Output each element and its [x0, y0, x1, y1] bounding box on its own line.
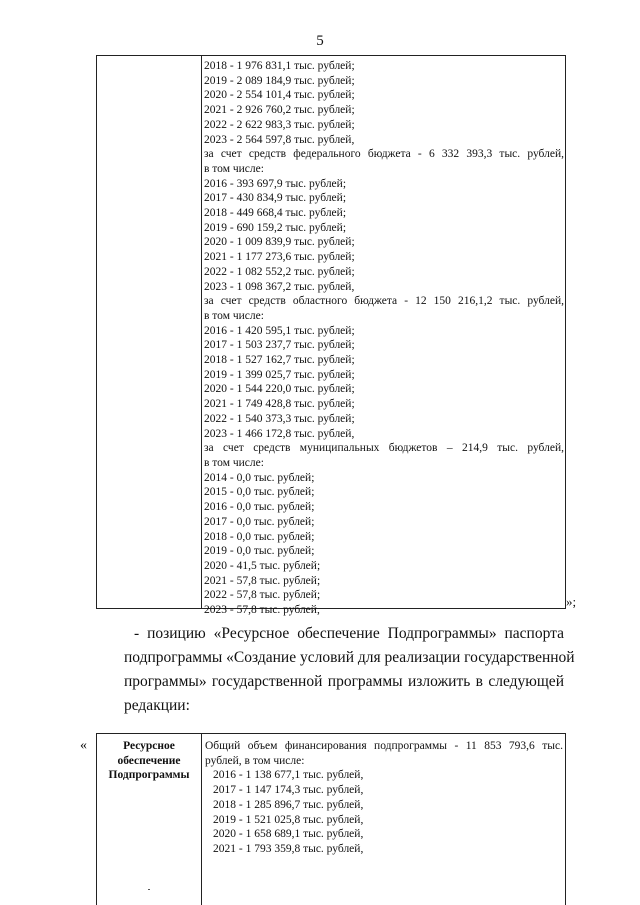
- funding-line: 2020 - 41,5 тыс. рублей;: [204, 559, 321, 572]
- funding-line: 2017 - 0,0 тыс. рублей;: [204, 515, 315, 528]
- amendment-paragraph: [124, 622, 575, 718]
- label-line: Ресурсное: [123, 740, 175, 752]
- funding-line: 2018 - 1 527 162,7 тыс. рублей;: [204, 354, 355, 367]
- funding-table-continued: [96, 55, 566, 617]
- funding-line: 2019 - 0,0 тыс. рублей;: [204, 545, 315, 558]
- opening-quote-mark: «: [80, 738, 87, 753]
- column-divider: [201, 56, 202, 608]
- paragraph-line: - позицию «Ресурсное обеспечение Подпрограммы» паспорта: [134, 625, 564, 642]
- funding-line: 2022 - 57,8 тыс. рублей;: [204, 589, 321, 602]
- funding-line: 2021 - 1 749 428,8 тыс. рублей;: [204, 398, 355, 411]
- funding-line: 2021 - 57,8 тыс. рублей;: [204, 574, 321, 587]
- funding-line: 2021 - 2 926 760,2 тыс. рублей;: [204, 104, 355, 117]
- municipal-budget-total: за счет средств муниципальных бюджетов – 214,9 тыс. рублей,: [204, 442, 564, 455]
- funding-line: 2014 - 0,0 тыс. рублей;: [204, 471, 315, 484]
- funding-line: 2016 - 1 420 595,1 тыс. рублей;: [204, 324, 355, 337]
- funding-line: 2017 - 430 834,9 тыс. рублей;: [204, 192, 347, 205]
- funding-line: 2019 - 2 089 184,9 тыс. рублей;: [204, 74, 355, 87]
- funding-line: 2019 - 690 159,2 тыс. рублей;: [204, 221, 347, 234]
- funding-line: 2021 - 1 177 273,6 тыс. рублей;: [204, 251, 355, 264]
- funding-line: 2023 - 1 098 367,2 тыс. рублей,: [204, 280, 355, 293]
- funding-line: 2015 - 0,0 тыс. рублей;: [204, 486, 315, 499]
- funding-line: рублей, в том числе:: [205, 754, 305, 767]
- funding-line: 2021 - 1 793 359,8 тыс. рублей,: [213, 842, 364, 855]
- label-line: Подпрограммы: [108, 769, 190, 781]
- funding-line: 2016 - 0,0 тыс. рублей;: [204, 501, 315, 514]
- funding-line: 2016 - 393 697,9 тыс. рублей;: [204, 177, 347, 190]
- regional-budget-total: за счет средств областного бюджета - 12 150 216,1,2 тыс. рублей,: [204, 295, 564, 308]
- row-label-resource-provision: [97, 739, 201, 783]
- funding-line: 2018 - 0,0 тыс. рублей;: [204, 530, 315, 543]
- funding-line: 2022 - 1 082 552,2 тыс. рублей;: [204, 265, 355, 278]
- federal-budget-total: за счет средств федерального бюджета - 6 332 393,3 тыс. рублей,: [204, 148, 564, 161]
- funding-line: 2018 - 449 668,4 тыс. рублей;: [204, 207, 347, 220]
- funding-line: 2022 - 1 540 373,3 тыс. рублей;: [204, 412, 355, 425]
- funding-line: 2020 - 1 658 689,1 тыс. рублей,: [213, 828, 364, 841]
- funding-details-cell: [204, 59, 564, 618]
- resource-provision-table: [96, 733, 566, 905]
- funding-line: в том числе:: [204, 162, 264, 175]
- funding-line: 2020 - 2 554 101,4 тыс. рублей;: [204, 89, 355, 102]
- funding-line: в том числе:: [204, 456, 264, 469]
- funding-line: 2023 - 57,8 тыс. рублей,: [204, 604, 320, 617]
- funding-line: 2020 - 1 009 839,9 тыс. рублей;: [204, 236, 355, 249]
- funding-line: 2019 - 1 521 025,8 тыс. рублей,: [213, 813, 364, 826]
- funding-line: 2019 - 1 399 025,7 тыс. рублей;: [204, 368, 355, 381]
- label-line: обеспечение: [117, 754, 181, 767]
- funding-line: в том числе:: [204, 309, 264, 322]
- funding-line: 2016 - 1 138 677,1 тыс. рублей,: [213, 769, 364, 782]
- closing-quote-mark: »;: [566, 594, 577, 609]
- funding-line: 2023 - 2 564 597,8 тыс. рублей,: [204, 133, 355, 146]
- paragraph-line: программы» государственной программы изложить в следующей: [124, 673, 564, 690]
- funding-line: 2023 - 1 466 172,8 тыс. рублей,: [204, 427, 355, 440]
- paragraph-line: подпрограммы «Создание условий для реализации государственной: [124, 649, 575, 666]
- total-funding-line: Общий объем финансирования подпрограммы - 11 853 793,6 тыс.: [205, 740, 563, 752]
- paragraph-line: редакции:: [124, 697, 190, 714]
- funding-line: 2018 - 1 976 831,1 тыс. рублей;: [204, 60, 355, 72]
- scan-speck: [148, 889, 150, 890]
- funding-line: 2018 - 1 285 896,7 тыс. рублей,: [213, 798, 364, 811]
- funding-line: 2020 - 1 544 220,0 тыс. рублей;: [204, 383, 355, 396]
- funding-details-cell: [205, 739, 563, 857]
- funding-line: 2017 - 1 503 237,7 тыс. рублей;: [204, 339, 355, 352]
- page-number: 5: [316, 33, 324, 49]
- column-divider: [201, 734, 202, 905]
- funding-line: 2022 - 2 622 983,3 тыс. рублей;: [204, 118, 355, 131]
- funding-line: 2017 - 1 147 174,3 тыс. рублей,: [213, 784, 364, 797]
